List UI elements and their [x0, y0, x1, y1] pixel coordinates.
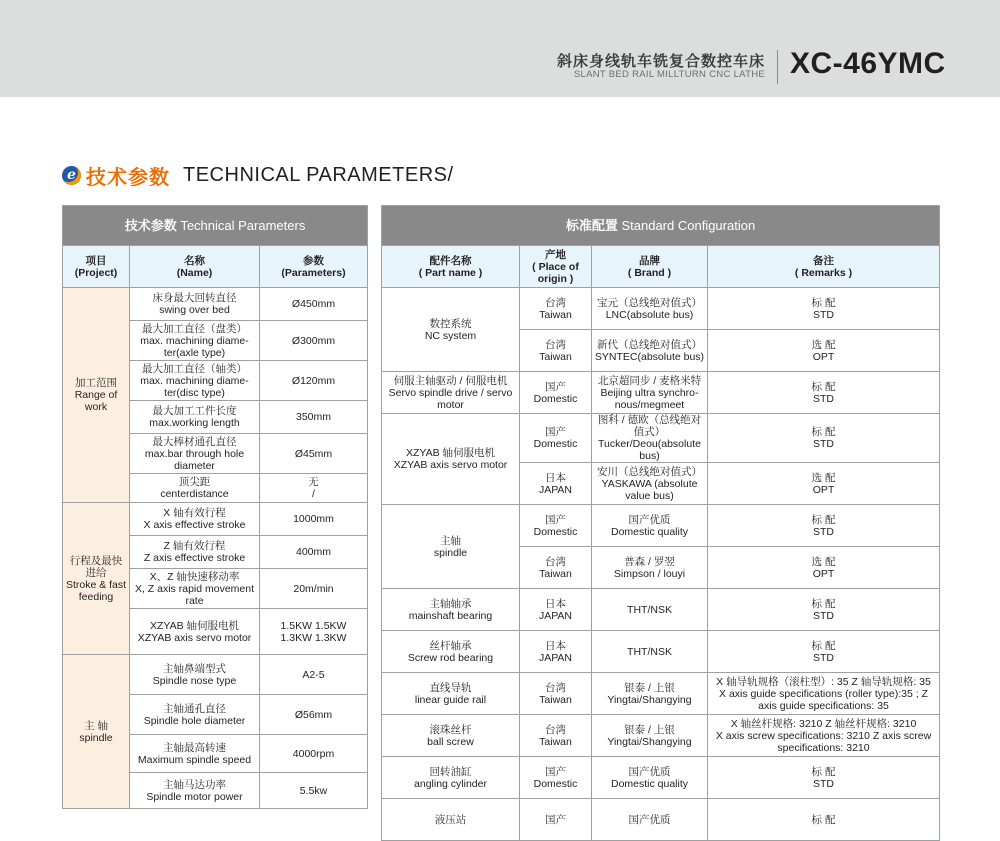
parameter-value: 1.5KW 1.5KW 1.3KW 1.3KW [260, 609, 368, 655]
part-name-en: linear guide rail [414, 693, 487, 706]
origin-cn: 日本 [545, 471, 566, 484]
origin-cell [520, 799, 592, 841]
header-divider [777, 50, 778, 84]
standard-configuration-table [381, 205, 940, 841]
name-label-cn: 主轴马达功率 [163, 778, 226, 791]
part-name-en: ball screw [427, 735, 474, 748]
origin-cn: 国产 [545, 813, 566, 826]
table-row [382, 757, 940, 799]
origin-en: Taiwan [539, 350, 572, 363]
remark-cn: 标 配 [811, 639, 836, 652]
name-label-cn: XZYAB 轴伺服电机 [149, 619, 240, 632]
column-header-parameters-en: (Parameters) [281, 266, 346, 279]
name-cell [130, 503, 260, 536]
column-header-brand-en: ( Brand ) [627, 266, 672, 279]
part-name-cn: 直线导轨 [429, 681, 472, 694]
name-label-en: max. machining diame-ter(disc type) [140, 374, 249, 399]
column-header-part-name-en: ( Part name ) [418, 266, 483, 279]
origin-cn: 台湾 [545, 296, 566, 309]
origin-cn: 日本 [545, 597, 566, 610]
brand-logo-icon: e [62, 166, 81, 185]
project-cell [63, 503, 130, 655]
remark-cn: 选 配 [811, 471, 836, 484]
part-name-en: XZYAB axis servo motor [393, 459, 508, 471]
parameter-value: Ø120mm [260, 361, 368, 401]
brand-en: Tucker/Deou(absolute bus) [598, 438, 701, 462]
project-label-en: spindle [79, 731, 113, 744]
remarks-cell [708, 505, 940, 547]
table-row [382, 372, 940, 414]
remarks-cell [708, 547, 940, 589]
origin-en: Domestic [533, 438, 578, 450]
name-cell [130, 735, 260, 773]
part-name-en: Screw rod bearing [407, 651, 494, 664]
parameter-value: 20m/min [260, 569, 368, 609]
origin-en: JAPAN [538, 651, 573, 664]
column-header-parameters-cn: 参数 [303, 254, 324, 267]
part-name-cell [382, 288, 520, 372]
name-label-cn: 主轴最高转速 [163, 741, 226, 754]
remark-cn: 标 配 [811, 426, 836, 438]
brand-en: LNC(absolute bus) [605, 308, 694, 321]
name-label-cn: 最大加工工件长度 [152, 405, 237, 417]
origin-en: Taiwan [539, 693, 572, 706]
brand-cell [592, 631, 708, 673]
brand-cell [592, 330, 708, 372]
remarks-cell [708, 414, 940, 463]
origin-cell [520, 330, 592, 372]
part-name-cn: 主轴轴承 [429, 597, 472, 610]
part-name-en: NC system [424, 329, 477, 342]
origin-en: Taiwan [539, 567, 572, 580]
column-header-name-en: (Name) [176, 266, 213, 279]
column-header-remarks [708, 246, 940, 288]
origin-cn: 台湾 [545, 723, 566, 736]
brand-en: YASKAWA (absolute value bus) [601, 477, 698, 502]
origin-cn: 台湾 [545, 555, 566, 568]
origin-cn: 台湾 [545, 338, 566, 351]
name-cell [130, 401, 260, 434]
remarks-cell [708, 715, 940, 757]
table-row [63, 655, 368, 695]
project-cell [63, 655, 130, 809]
table-row [63, 288, 368, 321]
parameter-value: 无 / [260, 474, 368, 503]
section-title-cn: 技术参数 [86, 166, 170, 189]
part-name-en: mainshaft bearing [408, 609, 493, 622]
name-cell [130, 474, 260, 503]
config-table-body [382, 288, 940, 841]
origin-cell [520, 673, 592, 715]
parameter-value: Ø45mm [260, 434, 368, 474]
remark-en: OPT [812, 483, 835, 496]
part-name-cell [382, 715, 520, 757]
origin-cell [520, 505, 592, 547]
table-row [382, 673, 940, 715]
remark-en: OPT [812, 350, 835, 363]
name-label-cn: Z 轴有效行程 [163, 540, 226, 552]
origin-cell [520, 372, 592, 414]
remark-cn: X 轴导轨规格（滚柱型）: 35 Z 轴导轨规格: 35 [716, 675, 931, 688]
remark-en: STD [813, 609, 835, 622]
remarks-cell [708, 330, 940, 372]
brand-cell [592, 547, 708, 589]
brand-cn: 国产优质 [628, 513, 671, 526]
origin-cn: 国产 [545, 426, 566, 438]
brand-cell [592, 757, 708, 799]
parameter-value: A2-5 [260, 655, 368, 695]
part-name-cell [382, 631, 520, 673]
origin-cn: 日本 [545, 639, 566, 652]
parameter-value: 1000mm [260, 503, 368, 536]
origin-en: Taiwan [539, 308, 572, 321]
origin-cell [520, 757, 592, 799]
brand-en: THT/NSK [627, 645, 672, 658]
table-row [382, 589, 940, 631]
name-label-en: XZYAB axis servo motor [137, 631, 252, 644]
section-title [62, 160, 454, 190]
name-label-en: X, Z axis rapid movement rate [134, 582, 255, 607]
name-cell [130, 361, 260, 401]
part-name-cn: 数控系统 [429, 317, 472, 330]
table-row [382, 288, 940, 330]
technical-parameters-table [62, 205, 368, 809]
name-cell [130, 773, 260, 809]
table-row [63, 503, 368, 536]
name-label-cn: 床身最大回转直径 [152, 292, 237, 304]
remark-cn: 标 配 [811, 513, 836, 526]
project-label-cn: 行程及最快进给 [69, 554, 123, 579]
name-label-cn: 最大加工直径（轴类） [142, 362, 247, 375]
name-cell [130, 609, 260, 655]
column-header-project-en: (Project) [74, 266, 118, 279]
page-header [0, 0, 1000, 97]
column-header-part-name [382, 246, 520, 288]
table-row [382, 505, 940, 547]
origin-cell [520, 414, 592, 463]
part-name-cn: 液压站 [434, 813, 467, 826]
params-title-en: Technical Parameters [180, 217, 306, 233]
column-header-project [63, 246, 130, 288]
table-row [382, 715, 940, 757]
remark-cn: 标 配 [811, 765, 836, 778]
column-header-remarks-cn: 备注 [813, 254, 835, 267]
remark-cn: 选 配 [811, 338, 836, 351]
project-label-en: Range of work [74, 389, 118, 413]
project-label-cn: 加工范围 [75, 377, 117, 389]
brand-en: THT/NSK [627, 603, 672, 616]
remark-en: STD [813, 777, 835, 790]
name-label-en: centerdistance [160, 488, 229, 500]
part-name-cell [382, 589, 520, 631]
brand-cell [592, 288, 708, 330]
remark-en: X axis screw specifications: 3210 Z axis screw specifications: 3210 [715, 729, 932, 754]
name-cell [130, 655, 260, 695]
name-label-cn: 主轴通孔直径 [163, 702, 226, 715]
brand-cell [592, 673, 708, 715]
column-header-remarks-en: ( Remarks ) [794, 266, 853, 279]
part-name-cell [382, 372, 520, 414]
name-label-cn: 最大棒材通孔直径 [152, 435, 237, 448]
part-name-en: angling cylinder [414, 777, 487, 790]
brand-en: Beijing ultra synchro-nous/megmeet [600, 386, 699, 411]
name-label-en: max.bar through hole diameter [144, 447, 245, 472]
parameter-value: 4000rpm [260, 735, 368, 773]
name-cell [130, 536, 260, 569]
name-label-cn: X、Z 轴快速移动率 [149, 570, 240, 583]
brand-cell [592, 505, 708, 547]
section-title-en: TECHNICAL PARAMETERS/ [183, 163, 454, 186]
remark-cn: 标 配 [811, 296, 836, 309]
brand-en: Domestic quality [610, 777, 689, 790]
parameter-value: Ø300mm [260, 321, 368, 361]
remarks-cell [708, 799, 940, 841]
name-cell [130, 569, 260, 609]
name-label-cn: 顶尖距 [178, 476, 211, 488]
table-row [382, 631, 940, 673]
name-cell [130, 695, 260, 735]
part-name-cell [382, 673, 520, 715]
name-label-en: Spindle hole diameter [143, 714, 246, 727]
brand-en: Simpson / louyi [613, 567, 686, 580]
remark-cn: 标 配 [811, 380, 836, 393]
remark-cn: X 轴丝杆规格: 3210 Z 轴丝杆规格: 3210 [730, 717, 917, 730]
part-name-cn: XZYAB 轴伺服电机 [405, 447, 496, 459]
remark-en: STD [813, 392, 835, 405]
part-name-en: spindle [433, 546, 468, 559]
column-header-name [130, 246, 260, 288]
name-label-en: swing over bed [159, 304, 230, 316]
params-table-body [63, 288, 368, 809]
parameter-value: 5.5kw [260, 773, 368, 809]
table-row [382, 414, 940, 463]
table-row [382, 799, 940, 841]
brand-cn: 普森 / 罗翌 [624, 555, 675, 568]
column-header-project-cn: 项目 [85, 254, 107, 267]
brand-en: Yingtai/Shangying [607, 735, 692, 748]
brand-en: Yingtai/Shangying [607, 693, 692, 706]
parameter-value: 350mm [260, 401, 368, 434]
brand-cell [592, 799, 708, 841]
project-label-en: Stroke & fast feeding [65, 578, 127, 603]
part-name-cn: 主轴 [440, 534, 461, 547]
origin-en: JAPAN [538, 609, 573, 622]
column-header-part-name-cn: 配件名称 [429, 254, 472, 267]
brand-cn: 北京超同步 / 麦格米特 [597, 374, 702, 387]
origin-cell [520, 589, 592, 631]
part-name-cell [382, 414, 520, 505]
config-table-title [382, 206, 940, 246]
name-cell [130, 288, 260, 321]
origin-cell [520, 631, 592, 673]
origin-cn: 国产 [545, 765, 566, 778]
name-label-en: Spindle motor power [146, 790, 243, 803]
part-name-cell [382, 799, 520, 841]
parameter-value: Ø56mm [260, 695, 368, 735]
config-title-cn: 标准配置 [565, 217, 618, 233]
brand-cell [592, 372, 708, 414]
origin-cn: 台湾 [545, 681, 566, 694]
name-label-en: Spindle nose type [152, 674, 237, 687]
remark-cn: 标 配 [811, 597, 836, 610]
remark-en: STD [813, 308, 835, 321]
origin-en: Taiwan [539, 735, 572, 748]
config-title-en: Standard Configuration [621, 217, 756, 233]
origin-cn: 国产 [545, 513, 566, 526]
origin-en: Domestic [533, 392, 578, 405]
name-label-en: Maximum spindle speed [137, 753, 252, 766]
name-label-en: Z axis effective stroke [143, 552, 246, 564]
remark-en: STD [813, 651, 835, 664]
brand-cn: 国产优质 [628, 813, 671, 826]
remarks-cell [708, 288, 940, 330]
origin-en: Domestic [533, 525, 578, 538]
origin-en: JAPAN [538, 483, 573, 496]
brand-cell [592, 715, 708, 757]
header-title-cn: 斜床身线轨车铣复合数控车床 [556, 53, 765, 70]
part-name-cn: 回转油缸 [429, 765, 472, 778]
name-cell [130, 321, 260, 361]
remark-en: STD [813, 438, 835, 450]
origin-cell [520, 288, 592, 330]
brand-cn: 图科 / 德欧（总线绝对值式） [597, 414, 702, 438]
remarks-cell [708, 372, 940, 414]
brand-cn: 国产优质 [628, 765, 671, 778]
part-name-cn: 丝杆轴承 [429, 639, 472, 652]
name-label-cn: 最大加工直径（盘类） [142, 322, 247, 335]
remarks-cell [708, 463, 940, 505]
brand-en: Domestic quality [610, 525, 689, 538]
name-label-en: X axis effective stroke [143, 519, 246, 531]
origin-cell [520, 463, 592, 505]
remark-cn: 选 配 [811, 555, 836, 568]
name-label-en: max.working length [149, 417, 240, 429]
params-table-title [63, 206, 368, 246]
remarks-cell [708, 757, 940, 799]
brand-cell [592, 414, 708, 463]
brand-cell [592, 589, 708, 631]
brand-cn: 宝元（总线绝对值式） [597, 296, 702, 309]
part-name-cell [382, 757, 520, 799]
origin-cell [520, 547, 592, 589]
parameter-value: Ø450mm [260, 288, 368, 321]
column-header-brand-cn: 品牌 [639, 254, 660, 267]
column-header-origin-cn: 产地 [545, 248, 566, 261]
project-label-cn: 主 轴 [84, 719, 108, 732]
column-header-origin [520, 246, 592, 288]
remarks-cell [708, 589, 940, 631]
brand-cell [592, 463, 708, 505]
column-header-name-cn: 名称 [184, 254, 205, 267]
remarks-cell [708, 673, 940, 715]
name-cell [130, 434, 260, 474]
remark-en: X axis guide specifications (roller type):35 ; Z axis guide specifications: 35 [719, 687, 928, 712]
brand-cn: 银泰 / 上银 [624, 723, 675, 736]
part-name-cn: 伺服主轴驱动 / 伺服电机 [393, 374, 508, 387]
project-cell [63, 288, 130, 503]
origin-cn: 国产 [545, 380, 566, 393]
column-header-parameters [260, 246, 368, 288]
part-name-cn: 滚珠丝杆 [429, 723, 472, 736]
part-name-cell [382, 505, 520, 589]
name-label-en: max. machining diame-ter(axle type) [140, 334, 249, 359]
origin-en: Domestic [533, 777, 578, 790]
origin-cell [520, 715, 592, 757]
remarks-cell [708, 631, 940, 673]
remark-en: STD [813, 525, 835, 538]
column-header-brand [592, 246, 708, 288]
parameter-value: 400mm [260, 536, 368, 569]
part-name-en: Servo spindle drive / servo motor [388, 386, 513, 411]
column-header-origin-en: ( Place of origin ) [532, 260, 579, 285]
model-name: XC-46YMC [790, 47, 946, 80]
params-title-cn: 技术参数 [124, 217, 177, 233]
brand-cn: 安川（总线绝对值式） [597, 465, 702, 478]
remark-cn: 标 配 [811, 813, 836, 826]
remark-en: OPT [812, 567, 835, 580]
brand-en: SYNTEC(absolute bus) [594, 350, 705, 363]
name-label-cn: 主轴鼻端型式 [163, 662, 226, 675]
name-label-cn: X 轴有效行程 [163, 507, 226, 519]
brand-cn: 新代（总线绝对值式） [597, 338, 702, 351]
header-title-en: SLANT BED RAIL MILLTURN CNC LATHE [573, 69, 765, 80]
brand-cn: 银泰 / 上银 [624, 681, 675, 694]
